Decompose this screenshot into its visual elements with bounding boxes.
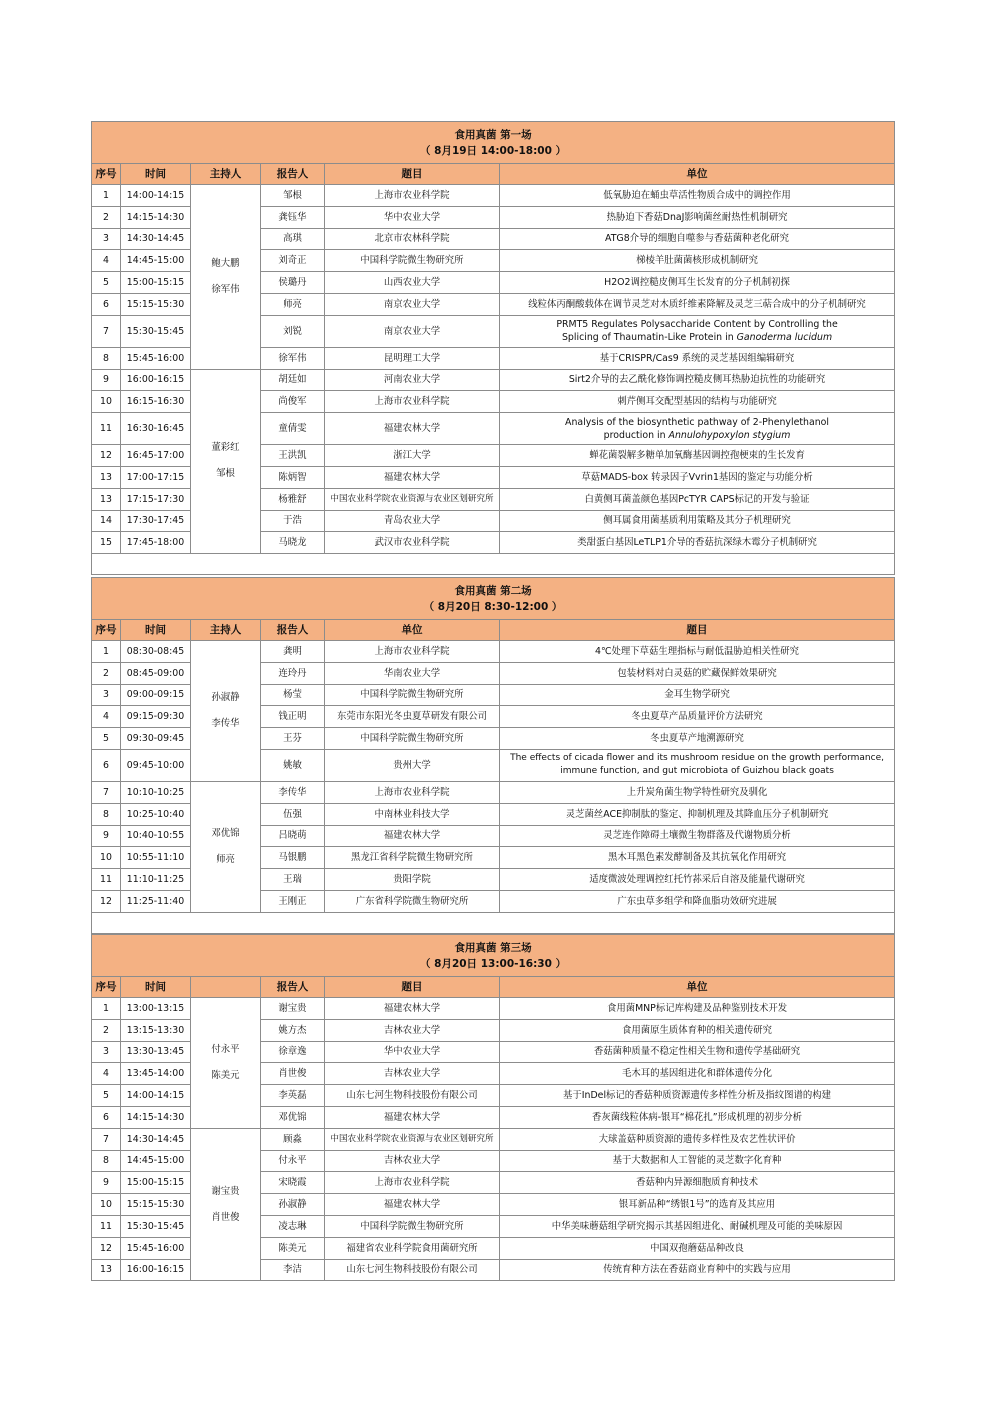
cell-speaker: 龚钰华 [261, 206, 325, 228]
cell-speaker: 陈炳智 [261, 466, 325, 488]
cell-time: 16:45-17:00 [121, 445, 191, 467]
cell-topic: 热胁迫下香菇DnaJ影响菌丝耐热性机制研究 [500, 206, 895, 228]
cell-org: 中国科学院微生物研究所 [325, 1215, 500, 1237]
cell-org: 吉林农业大学 [325, 1150, 500, 1172]
cell-org: 贵阳学院 [325, 869, 500, 891]
cell-no: 6 [92, 293, 121, 315]
cell-speaker: 刘锐 [261, 315, 325, 347]
cell-time: 15:15-15:30 [121, 1194, 191, 1216]
cell-time: 13:15-13:30 [121, 1019, 191, 1041]
cell-no: 7 [92, 1128, 121, 1150]
cell-org: 华南农业大学 [325, 662, 500, 684]
cell-speaker: 刘奇正 [261, 250, 325, 272]
cell-speaker: 尚俊军 [261, 391, 325, 413]
cell-topic [500, 315, 895, 347]
col-header [191, 977, 261, 998]
cell-time: 09:45-10:00 [121, 749, 191, 781]
col-header: 主持人 [191, 164, 261, 185]
cell-topic: 白黄侧耳菌盖颜色基因PcTYR CAPS标记的开发与验证 [500, 488, 895, 510]
topic-line: The effects of cicada flower and its mushroom residue on the growth performance, [510, 753, 884, 764]
cell-no: 9 [92, 1172, 121, 1194]
spacer-row [92, 554, 895, 575]
cell-speaker: 王瑞 [261, 869, 325, 891]
cell-no: 3 [92, 228, 121, 250]
cell-no: 6 [92, 1106, 121, 1128]
cell-speaker: 杨雅舒 [261, 488, 325, 510]
cell-no: 8 [92, 1150, 121, 1172]
session-3-table [91, 934, 895, 1281]
cell-speaker: 谢宝贵 [261, 998, 325, 1020]
cell-speaker: 李传华 [261, 781, 325, 803]
cell-topic: 冬虫夏草产品质量评价方法研究 [500, 706, 895, 728]
cell-org: 南京农业大学 [325, 293, 500, 315]
cell-topic: 刺芹侧耳交配型基因的结构与功能研究 [500, 391, 895, 413]
cell-no: 5 [92, 728, 121, 750]
cell-time: 09:00-09:15 [121, 684, 191, 706]
cell-org: 广东省科学院微生物研究所 [325, 890, 500, 912]
cell-no: 2 [92, 206, 121, 228]
cell-speaker: 钱正明 [261, 706, 325, 728]
cell-no: 10 [92, 391, 121, 413]
cell-no: 12 [92, 445, 121, 467]
cell-time: 11:10-11:25 [121, 869, 191, 891]
cell-topic: ATG8介导的细胞自噬参与香菇菌种老化研究 [500, 228, 895, 250]
cell-time: 13:00-13:15 [121, 998, 191, 1020]
cell-time: 14:00-14:15 [121, 185, 191, 207]
cell-org: 吉林农业大学 [325, 1019, 500, 1041]
cell-time: 17:45-18:00 [121, 532, 191, 554]
cell-time: 14:30-14:45 [121, 1128, 191, 1150]
host-name: 付永平 [211, 1043, 240, 1055]
session-title-text: 食用真菌 第三场 [454, 941, 532, 954]
cell-no: 9 [92, 825, 121, 847]
cell-speaker: 胡廷如 [261, 369, 325, 391]
cell-time: 10:25-10:40 [121, 803, 191, 825]
session-title [92, 122, 895, 164]
cell-speaker: 邓优锦 [261, 1106, 325, 1128]
cell-org: 中国科学院微生物研究所 [325, 728, 500, 750]
host-name: 谢宝贵 [211, 1185, 240, 1197]
spacer-row [92, 912, 895, 933]
table-row [92, 998, 895, 1020]
cell-topic: 4℃处理下草菇生理指标与耐低温胁迫相关性研究 [500, 641, 895, 663]
session-title-text: 食用真菌 第一场 [454, 128, 532, 141]
cell-no: 1 [92, 998, 121, 1020]
table-row [92, 369, 895, 391]
cell-org: 山东七河生物科技股份有限公司 [325, 1085, 500, 1107]
cell-speaker: 龚明 [261, 641, 325, 663]
cell-topic: 灵芝菌丝ACE抑制肽的鉴定、抑制机理及其降血压分子机制研究 [500, 803, 895, 825]
cell-speaker: 王刚正 [261, 890, 325, 912]
cell-org: 中国科学院微生物研究所 [325, 684, 500, 706]
cell-org: 福建农林大学 [325, 1194, 500, 1216]
topic-text: production in [603, 429, 669, 441]
cell-speaker: 连玲丹 [261, 662, 325, 684]
cell-time: 08:45-09:00 [121, 662, 191, 684]
spacer-cell [92, 912, 895, 933]
host-cell [191, 369, 261, 554]
cell-speaker: 伍强 [261, 803, 325, 825]
cell-time: 16:00-16:15 [121, 369, 191, 391]
cell-time: 14:15-14:30 [121, 1106, 191, 1128]
cell-no: 8 [92, 347, 121, 369]
cell-no: 1 [92, 185, 121, 207]
cell-topic: Sirt2介导的去乙酰化修饰调控糙皮侧耳热胁迫抗性的功能研究 [500, 369, 895, 391]
cell-no: 11 [92, 869, 121, 891]
col-header: 时间 [121, 977, 191, 998]
session-subtitle: （ 8月20日 8:30-12:00 ） [423, 600, 563, 613]
cell-time: 09:30-09:45 [121, 728, 191, 750]
cell-no: 4 [92, 250, 121, 272]
cell-speaker: 杨莹 [261, 684, 325, 706]
table-row [92, 1128, 895, 1150]
cell-speaker: 王芬 [261, 728, 325, 750]
cell-no: 7 [92, 315, 121, 347]
cell-topic: 银耳新品种“绣银1号”的选育及其应用 [500, 1194, 895, 1216]
cell-no: 5 [92, 272, 121, 294]
session-1-table [91, 121, 895, 575]
cell-org: 上海市农业科学院 [325, 1172, 500, 1194]
col-header: 时间 [121, 620, 191, 641]
cell-time: 15:30-15:45 [121, 315, 191, 347]
cell-speaker: 顾淼 [261, 1128, 325, 1150]
cell-topic: 传统育种方法在香菇商业育种中的实践与应用 [500, 1259, 895, 1281]
col-header: 单位 [325, 620, 500, 641]
cell-no: 4 [92, 1063, 121, 1085]
col-header: 报告人 [261, 620, 325, 641]
cell-time: 17:00-17:15 [121, 466, 191, 488]
cell-org: 浙江大学 [325, 445, 500, 467]
topic-line: immune function, and gut microbiota of Guizhou black goats [560, 766, 834, 777]
cell-no: 11 [92, 1215, 121, 1237]
cell-time: 15:45-16:00 [121, 1237, 191, 1259]
cell-org: 福建省农业科学院食用菌研究所 [325, 1237, 500, 1259]
col-header: 题目 [500, 620, 895, 641]
cell-org: 中南林业科技大学 [325, 803, 500, 825]
cell-topic: 金耳生物学研究 [500, 684, 895, 706]
cell-no: 7 [92, 781, 121, 803]
col-header: 序号 [92, 620, 121, 641]
session-title-text: 食用真菌 第二场 [454, 584, 532, 597]
cell-org: 贵州大学 [325, 749, 500, 781]
host-name: 邓优锦 [211, 827, 240, 839]
cell-speaker: 侯璐丹 [261, 272, 325, 294]
cell-org: 青岛农业大学 [325, 510, 500, 532]
cell-org: 华中农业大学 [325, 206, 500, 228]
cell-topic: 梯棱羊肚菌菌核形成机制研究 [500, 250, 895, 272]
cell-no: 13 [92, 466, 121, 488]
cell-topic: H2O2调控糙皮侧耳生长发育的分子机制初探 [500, 272, 895, 294]
session-subtitle: （ 8月19日 14:00-18:00 ） [419, 144, 567, 157]
cell-speaker: 姚敏 [261, 749, 325, 781]
cell-no: 11 [92, 413, 121, 445]
cell-no: 12 [92, 1237, 121, 1259]
cell-no: 9 [92, 369, 121, 391]
cell-no: 8 [92, 803, 121, 825]
host-cell [191, 998, 261, 1129]
cell-org: 上海市农业科学院 [325, 641, 500, 663]
cell-topic: 适度微波处理调控红托竹荪采后自溶及能量代谢研究 [500, 869, 895, 891]
cell-no: 2 [92, 1019, 121, 1041]
cell-org: 上海市农业科学院 [325, 391, 500, 413]
cell-speaker: 马晓龙 [261, 532, 325, 554]
cell-speaker: 于浩 [261, 510, 325, 532]
cell-org: 吉林农业大学 [325, 1063, 500, 1085]
cell-time: 11:25-11:40 [121, 890, 191, 912]
cell-time: 14:15-14:30 [121, 206, 191, 228]
cell-speaker: 徐军伟 [261, 347, 325, 369]
session-subtitle: （ 8月20日 13:00-16:30 ） [419, 957, 567, 970]
cell-no: 4 [92, 706, 121, 728]
cell-topic: 冬虫夏草产地溯源研究 [500, 728, 895, 750]
cell-topic: 香菇菌种质量不稳定性相关生物和遗传学基础研究 [500, 1041, 895, 1063]
cell-no: 10 [92, 847, 121, 869]
cell-topic: 基于InDel标记的香菇种质资源遗传多样性分析及指纹图谱的构建 [500, 1085, 895, 1107]
cell-topic: 毛木耳的基因组进化和群体遗传分化 [500, 1063, 895, 1085]
cell-topic: 中国双孢蘑菇品种改良 [500, 1237, 895, 1259]
cell-time: 14:45-15:00 [121, 250, 191, 272]
col-header: 时间 [121, 164, 191, 185]
host-name: 董彩红 [211, 442, 240, 454]
cell-speaker: 李英磊 [261, 1085, 325, 1107]
cell-speaker: 师亮 [261, 293, 325, 315]
cell-topic: 类甜蛋白基因LeTLP1介导的香菇抗深绿木霉分子机制研究 [500, 532, 895, 554]
cell-org: 华中农业大学 [325, 1041, 500, 1063]
cell-no: 6 [92, 749, 121, 781]
cell-org: 福建农林大学 [325, 466, 500, 488]
cell-speaker: 凌志琳 [261, 1215, 325, 1237]
host-name: 肖世俊 [211, 1211, 240, 1223]
cell-topic: 草菇MADS-box 转录因子Vvrin1基因的鉴定与功能分析 [500, 466, 895, 488]
cell-no: 12 [92, 890, 121, 912]
cell-time: 10:55-11:10 [121, 847, 191, 869]
cell-time: 15:30-15:45 [121, 1215, 191, 1237]
cell-time: 13:45-14:00 [121, 1063, 191, 1085]
cell-org: 上海市农业科学院 [325, 781, 500, 803]
cell-org: 福建农林大学 [325, 1106, 500, 1128]
cell-time: 10:10-10:25 [121, 781, 191, 803]
col-header: 单位 [500, 164, 895, 185]
cell-time: 17:30-17:45 [121, 510, 191, 532]
cell-time: 15:00-15:15 [121, 272, 191, 294]
cell-org: 福建农林大学 [325, 825, 500, 847]
cell-org: 中国农业科学院农业资源与农业区划研究所 [325, 488, 500, 510]
col-header: 主持人 [191, 620, 261, 641]
cell-time: 14:30-14:45 [121, 228, 191, 250]
cell-time: 15:45-16:00 [121, 347, 191, 369]
topic-line [502, 331, 892, 344]
cell-topic: 侧耳属食用菌基质利用策略及其分子机理研究 [500, 510, 895, 532]
species-name: Annulohypoxylon stygium [668, 429, 791, 441]
host-cell [191, 1128, 261, 1281]
cell-time: 09:15-09:30 [121, 706, 191, 728]
cell-org: 北京市农林科学院 [325, 228, 500, 250]
cell-no: 15 [92, 532, 121, 554]
host-name: 师亮 [216, 853, 235, 865]
cell-topic: 基于CRISPR/Cas9 系统的灵芝基因组编辑研究 [500, 347, 895, 369]
session-title [92, 578, 895, 620]
cell-speaker: 童倩雯 [261, 413, 325, 445]
cell-time: 16:15-16:30 [121, 391, 191, 413]
topic-line: Analysis of the biosynthetic pathway of 2-Phenylethanol [565, 416, 829, 428]
cell-speaker: 宋晓霞 [261, 1172, 325, 1194]
table-row [92, 641, 895, 663]
cell-no: 3 [92, 1041, 121, 1063]
cell-topic: 广东虫草多组学和降血脂功效研究进展 [500, 890, 895, 912]
session-2-table [91, 577, 895, 934]
cell-time: 14:00-14:15 [121, 1085, 191, 1107]
cell-org: 东莞市东阳光冬虫夏草研发有限公司 [325, 706, 500, 728]
col-header: 题目 [325, 164, 500, 185]
col-header: 题目 [325, 977, 500, 998]
cell-org: 中国科学院微生物研究所 [325, 250, 500, 272]
cell-speaker: 吕晓萌 [261, 825, 325, 847]
cell-no: 5 [92, 1085, 121, 1107]
cell-speaker: 邹根 [261, 185, 325, 207]
host-cell [191, 781, 261, 912]
cell-topic: 基于大数据和人工智能的灵芝数字化育种 [500, 1150, 895, 1172]
topic-line [502, 429, 892, 442]
host-name: 鲍大鹏 [211, 257, 240, 269]
cell-org: 上海市农业科学院 [325, 185, 500, 207]
cell-org: 武汉市农业科学院 [325, 532, 500, 554]
cell-org: 昆明理工大学 [325, 347, 500, 369]
cell-no: 2 [92, 662, 121, 684]
cell-no: 1 [92, 641, 121, 663]
cell-time: 15:00-15:15 [121, 1172, 191, 1194]
cell-org: 黑龙江省科学院微生物研究所 [325, 847, 500, 869]
cell-speaker: 马银鹏 [261, 847, 325, 869]
cell-time: 13:30-13:45 [121, 1041, 191, 1063]
host-name: 李传华 [211, 717, 240, 729]
host-cell [191, 641, 261, 782]
spacer-cell [92, 554, 895, 575]
topic-line: PRMT5 Regulates Polysaccharide Content by Controlling the [556, 319, 838, 331]
cell-topic: 包装材料对白灵菇的贮藏保鲜效果研究 [500, 662, 895, 684]
cell-speaker: 姚方杰 [261, 1019, 325, 1041]
cell-org: 山东七河生物科技股份有限公司 [325, 1259, 500, 1281]
table-row [92, 185, 895, 207]
cell-time: 17:15-17:30 [121, 488, 191, 510]
cell-topic: 大球盖菇种质资源的遗传多样性及农艺性状评价 [500, 1128, 895, 1150]
cell-speaker: 李洁 [261, 1259, 325, 1281]
col-header: 单位 [500, 977, 895, 998]
cell-topic: 上升炭角菌生物学特性研究及驯化 [500, 781, 895, 803]
topic-text: Splicing of Thaumatin-Like Protein in [561, 332, 737, 344]
cell-no: 3 [92, 684, 121, 706]
cell-time: 16:00-16:15 [121, 1259, 191, 1281]
cell-speaker: 肖世俊 [261, 1063, 325, 1085]
cell-topic: 灵芝连作障碍土壤微生物群落及代谢物质分析 [500, 825, 895, 847]
host-name: 邹根 [216, 468, 235, 480]
cell-time: 10:40-10:55 [121, 825, 191, 847]
cell-no: 13 [92, 488, 121, 510]
host-name: 徐军伟 [211, 283, 240, 295]
cell-org: 福建农林大学 [325, 413, 500, 445]
cell-org: 山西农业大学 [325, 272, 500, 294]
cell-time: 14:45-15:00 [121, 1150, 191, 1172]
cell-topic: 低氧胁迫在蛹虫草活性物质合成中的调控作用 [500, 185, 895, 207]
cell-no: 10 [92, 1194, 121, 1216]
col-header: 序号 [92, 164, 121, 185]
cell-speaker: 孙淑静 [261, 1194, 325, 1216]
cell-no: 13 [92, 1259, 121, 1281]
cell-speaker: 王洪凯 [261, 445, 325, 467]
cell-topic: 香菇种内异源细胞质育种技术 [500, 1172, 895, 1194]
cell-speaker: 陈美元 [261, 1237, 325, 1259]
cell-topic: 食用菌原生质体育种的相关遗传研究 [500, 1019, 895, 1041]
session-title [92, 935, 895, 977]
cell-topic: 食用菌MNP标记库构建及品种鉴别技术开发 [500, 998, 895, 1020]
cell-no: 14 [92, 510, 121, 532]
cell-time: 08:30-08:45 [121, 641, 191, 663]
cell-speaker: 高琪 [261, 228, 325, 250]
table-row [92, 781, 895, 803]
cell-time: 15:15-15:30 [121, 293, 191, 315]
cell-topic [500, 749, 895, 781]
cell-speaker: 付永平 [261, 1150, 325, 1172]
cell-org: 中国农业科学院农业资源与农业区划研究所 [325, 1128, 500, 1150]
cell-speaker: 徐章逸 [261, 1041, 325, 1063]
cell-org: 河南农业大学 [325, 369, 500, 391]
cell-topic: 中华美味蘑菇组学研究揭示其基因组进化、耐碱机理及可能的美味原因 [500, 1215, 895, 1237]
cell-topic [500, 413, 895, 445]
host-name: 陈美元 [211, 1069, 240, 1081]
cell-topic: 线粒体丙酮酸载体在调节灵芝对木质纤维素降解及灵芝三萜合成中的分子机制研究 [500, 293, 895, 315]
cell-topic: 黑木耳黑色素发酵制备及其抗氧化作用研究 [500, 847, 895, 869]
col-header: 报告人 [261, 164, 325, 185]
species-name: Ganoderma lucidum [736, 332, 833, 344]
cell-org: 南京农业大学 [325, 315, 500, 347]
col-header: 报告人 [261, 977, 325, 998]
cell-time: 16:30-16:45 [121, 413, 191, 445]
host-name: 孙淑静 [211, 691, 240, 703]
cell-topic: 香灰菌线粒体病-银耳“棉花扎”形成机理的初步分析 [500, 1106, 895, 1128]
host-cell [191, 185, 261, 370]
cell-topic: 蝉花菌裂解多糖单加氧酶基因调控孢梗束的生长发育 [500, 445, 895, 467]
col-header: 序号 [92, 977, 121, 998]
cell-org: 福建农林大学 [325, 998, 500, 1020]
